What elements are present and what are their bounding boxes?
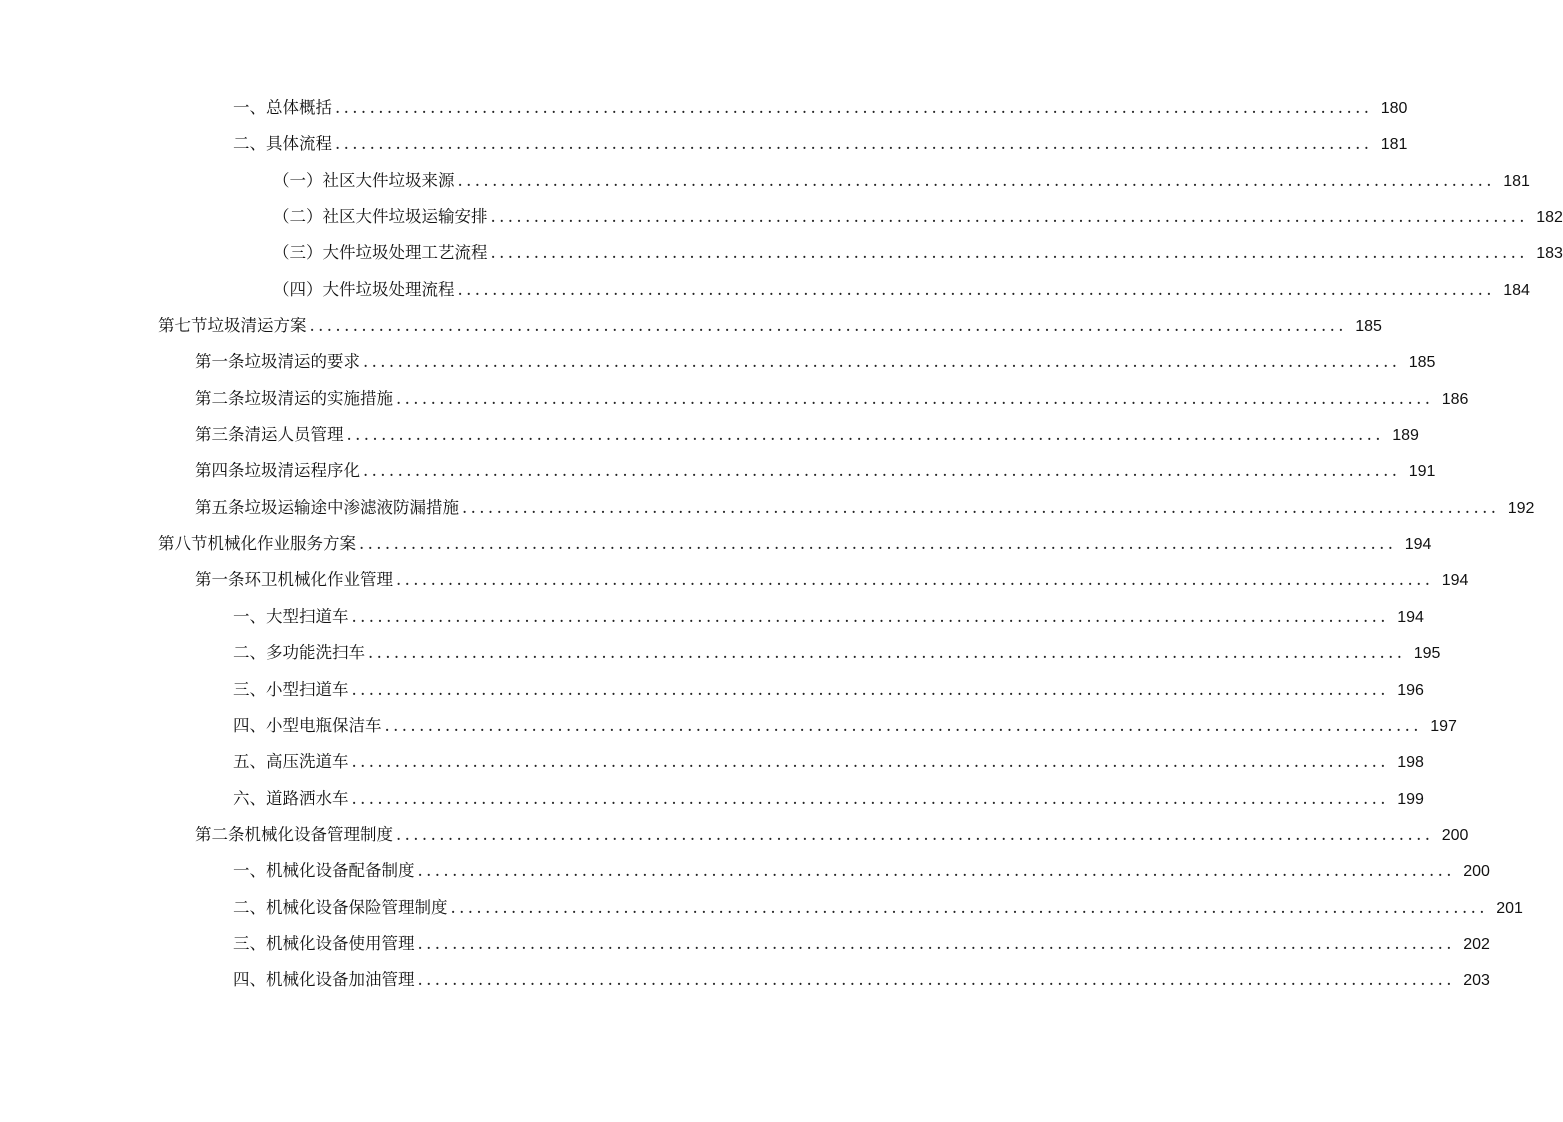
toc-entry-number: 二、 [233,134,266,154]
toc-entry[interactable] [0,817,1469,853]
toc-entry-title: 大件垃圾处理工艺流程 [322,243,488,263]
toc-entry-title: 垃圾清运的实施措施 [244,388,393,408]
toc-entry-number: （四） [273,279,323,299]
toc-entry-title: 社区大件垃圾运输安排 [322,207,488,227]
toc-leader-dots: ........................................................................................................................ [457,279,1495,299]
toc-entry[interactable] [0,490,1535,526]
toc-entry-page: 191 [1408,463,1436,481]
toc-entry[interactable] [0,526,1432,562]
toc-entry-number: 三、 [233,933,266,953]
toc-entry-title: 机械化设备保险管理制度 [266,897,448,917]
toc-entry-page: 195 [1413,645,1441,663]
toc-leader-dots: ........................................................................................................................ [457,170,1495,190]
toc-entry[interactable] [0,126,1408,162]
toc-leader-dots: ........................................................................................................................ [351,788,1389,808]
toc-entry-number: 第二条 [195,824,245,844]
toc-entry[interactable] [0,708,1457,744]
toc-entry[interactable] [0,272,1530,308]
toc-entry-title: 多功能洗扫车 [266,643,365,663]
toc-entry-number: 第四条 [195,461,245,481]
toc-entry-number: 一、 [233,98,266,117]
toc-entry-page: 202 [1463,935,1490,953]
toc-entry-number: 二、 [233,897,266,917]
toc-leader-dots: ........................................................................................................................ [351,752,1389,772]
toc-entry-title: 道路洒水车 [266,788,349,808]
toc-entry-page: 194 [1397,608,1424,626]
toc-leader-dots: ........................................................................................................................ [351,606,1389,626]
toc-entry-page: 201 [1496,899,1523,917]
toc-entry-page: 181 [1503,172,1530,190]
toc-entry[interactable] [0,163,1530,199]
toc-entry-number: （三） [273,243,323,263]
toc-leader-dots: ........................................................................................................................ [363,461,1401,481]
toc-entry-page: 180 [1380,100,1408,117]
toc-entry-title: 垃圾清运程序化 [244,461,360,481]
toc-entry-number: 第一条 [195,570,245,590]
toc-entry[interactable] [0,90,1408,126]
toc-entry-page: 184 [1503,281,1530,299]
toc-entry-number: 第二条 [195,388,245,408]
toc-entry-number: 六、 [233,788,266,808]
toc-entry-title: 具体流程 [266,134,332,154]
toc-entry-number: 一、 [233,861,266,881]
toc-leader-dots: ........................................................................................................................ [359,534,1397,554]
toc-entry-number: 三、 [233,679,266,699]
toc-entry-title: 大件垃圾处理流程 [322,279,455,299]
toc-entry-number: 第三条 [195,425,245,445]
toc-entry[interactable] [0,417,1419,453]
toc-entry-number: 五、 [233,752,266,772]
toc-entry-title: 清运人员管理 [244,425,344,445]
toc-entry-page: 182 [1536,209,1563,227]
toc-entry-number: 四、 [233,715,266,735]
toc-entry-title: 机械化设备管理制度 [244,824,393,844]
toc-leader-dots: ........................................................................................................................ [396,824,1434,844]
toc-leader-dots: ........................................................................................................................ [417,970,1455,990]
toc-entry-page: 200 [1441,826,1469,844]
toc-entry-title: 机械化设备使用管理 [266,933,415,953]
toc-entry-number: 第八节 [158,534,208,554]
toc-leader-dots: ........................................................................................................................ [363,352,1401,372]
toc-entry[interactable] [0,853,1490,889]
toc-entry-number: 第五条 [195,497,245,517]
toc-entry-page: 185 [1355,318,1382,336]
toc-leader-dots: ........................................................................................................................ [368,643,1406,663]
toc-entry[interactable] [0,962,1490,998]
toc-leader-dots: ........................................................................................................................ [351,679,1389,699]
toc-entry-number: 四、 [233,970,266,990]
toc-entry-page: 185 [1408,354,1436,372]
toc-leader-dots: ........................................................................................................................ [335,134,1373,154]
toc-entry[interactable] [0,344,1436,380]
toc-entry[interactable] [0,562,1469,598]
toc-entry-page: 183 [1536,245,1563,263]
toc-leader-dots: ........................................................................................................................ [346,425,1384,445]
toc-entry[interactable] [0,199,1563,235]
toc-leader-dots: ........................................................................................................................ [309,316,1347,336]
toc-entry-page: 196 [1397,681,1424,699]
toc-entry[interactable] [0,781,1424,817]
toc-entry[interactable] [0,381,1469,417]
toc-leader-dots: ........................................................................................................................ [384,715,1422,735]
toc-leader-dots: ........................................................................................................................ [417,933,1455,953]
toc-entry-number: （一） [273,170,323,190]
toc-entry[interactable] [0,926,1490,962]
toc-entry-title: 垃圾运输途中渗滤液防漏措施 [244,497,459,517]
toc-entry-page: 192 [1507,499,1535,517]
toc-entry[interactable] [0,744,1424,780]
toc-leader-dots: ........................................................................................................................ [462,497,1500,517]
toc-entry-number: 一、 [233,606,266,626]
toc-entry-title: 高压洗道车 [266,752,349,772]
toc-entry-number: （二） [273,207,323,227]
toc-entry-page: 189 [1392,427,1419,445]
toc-entry-page: 198 [1397,754,1424,772]
toc-entry-title: 机械化设备加油管理 [266,970,415,990]
toc-entry-title: 垃圾清运方案 [207,316,307,336]
toc-entry-number: 二、 [233,643,266,663]
toc-entry-title: 大型扫道车 [266,606,349,626]
toc-entry[interactable] [0,453,1436,489]
toc-leader-dots: ........................................................................................................................ [417,861,1455,881]
toc-entry-title: 垃圾清运的要求 [244,352,360,372]
toc-entry-title: 机械化作业服务方案 [207,534,356,554]
toc-entry-page: 194 [1404,536,1432,554]
toc-entry-page: 194 [1441,572,1469,590]
toc-entry-page: 203 [1463,972,1490,990]
toc-entry-title: 小型扫道车 [266,679,349,699]
toc-entry-page: 197 [1430,717,1457,735]
toc-leader-dots: ........................................................................................................................ [396,570,1434,590]
toc-entry[interactable] [0,672,1424,708]
toc-entry-page: 186 [1441,390,1469,408]
toc-entry[interactable] [0,890,1523,926]
table-of-contents [0,90,1563,999]
toc-entry[interactable] [0,308,1382,344]
toc-entry[interactable] [0,235,1563,271]
toc-entry-title: 机械化设备配备制度 [266,861,415,881]
toc-entry-number: 第一条 [195,352,245,372]
toc-leader-dots: ........................................................................................................................ [450,897,1488,917]
toc-entry-title: 社区大件垃圾来源 [322,170,455,190]
toc-entry-title: 环卫机械化作业管理 [244,570,393,590]
toc-entry-page: 181 [1380,136,1408,154]
toc-leader-dots: ........................................................................................................................ [490,207,1528,227]
toc-leader-dots: ........................................................................................................................ [335,98,1373,117]
toc-entry[interactable] [0,635,1441,671]
toc-entry-title: 小型电瓶保洁车 [266,715,382,735]
toc-entry-page: 200 [1463,863,1490,881]
toc-leader-dots: ........................................................................................................................ [490,243,1528,263]
toc-entry[interactable] [0,599,1424,635]
toc-leader-dots: ........................................................................................................................ [396,388,1434,408]
toc-entry-number: 第七节 [158,316,208,336]
toc-entry-title: 总体概括 [266,98,332,117]
toc-entry-page: 199 [1397,790,1424,808]
